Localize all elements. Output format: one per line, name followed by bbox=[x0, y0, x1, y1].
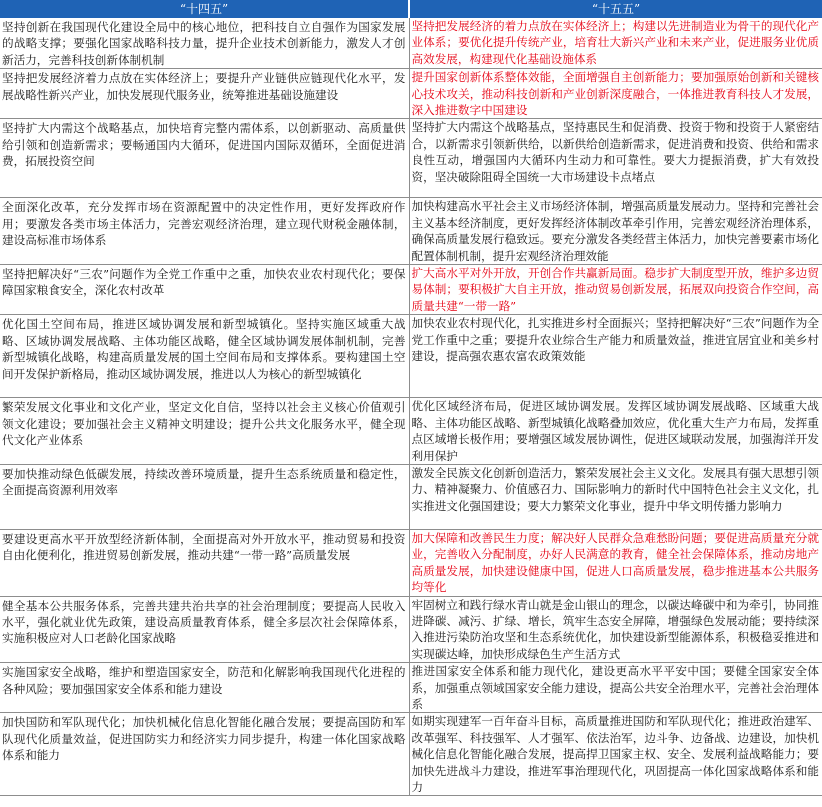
plan-15-cell: 激发全民族文化创新创造活力，繁荣发展社会主义文化。发展具有强大思想引领力、精神凝聚力、价值感召力、国际影响力的新时代中国特色社会主义文化，扎实推进文化强国建设；要大力繁荣文化事业，提升中华文明传播力影响力 bbox=[409, 464, 822, 529]
plan-14-cell: 全面深化改革，充分发挥市场在资源配置中的决定性作用，更好发挥政府作用；要激发各类市场主体活力，完善宏观经济治理，建立现代财税金融体制，建设高标准市场体系 bbox=[0, 198, 409, 265]
plan-14-cell: 坚持把发展经济着力点放在实体经济上；要提升产业链供应链现代化水平，发展战略性新兴产业，加快发展现代服务业，统筹推进基础设施建设 bbox=[0, 69, 409, 119]
plan-15-cell: 扩大高水平对外开放，开创合作共赢新局面。稳步扩大制度型开放，维护多边贸易体制；要积极扩大自主开放，推动贸易创新发展，拓展双向投资合作空间，高质量共建“一带一路” bbox=[409, 265, 822, 315]
plan-15-cell: 坚持把发展经济的着力点放在实体经济上；构建以先进制造业为骨干的现代化产业体系；要优化提升传统产业，培育壮大新兴产业和未来产业，促进服务业优质高效发展，构建现代化基础设施体系 bbox=[409, 18, 822, 69]
plan-15-cell: 坚持扩大内需这个战略基点，坚持惠民生和促消费、投资于物和投资于人紧密结合，以新需求引领新供给，以新供给创造新需求，促进消费和投资、供给和需求良性互动，增强国内大循环内生动力和可靠性。要大力提振消费，扩大有效投资，坚决破除阻碍全国统一大市场建设卡点堵点 bbox=[409, 119, 822, 198]
table-row bbox=[0, 265, 822, 315]
plan-15-cell: 牢固树立和践行绿水青山就是金山银山的理念，以碳达峰碳中和为牵引，协同推进降碳、减污、扩绿、增长，筑牢生态安全屏障，增强绿色发展动能；要持续深入推进污染防治攻坚和生态系统优化，加快建设新型能源体系，积极稳妥推进和实现碳达峰，加快形成绿色生产生活方式 bbox=[409, 596, 822, 663]
plan-15-cell: 提升国家创新体系整体效能，全面增强自主创新能力；要加强原始创新和关键核心技术攻关，推动科技创新和产业创新深度融合，一体推进教育科技人才发展，深入推进数字中国建设 bbox=[409, 69, 822, 119]
table-header bbox=[0, 0, 822, 18]
table-row bbox=[0, 529, 822, 596]
plan-15-cell: 推进国家安全体系和能力现代化，建设更高水平平安中国；要健全国家安全体系，加强重点领域国家安全能力建设，提高公共安全治理水平，完善社会治理体系 bbox=[409, 663, 822, 713]
header-row bbox=[0, 0, 822, 18]
table-row bbox=[0, 398, 822, 465]
plan-14-cell: 健全基本公共服务体系，完善共建共治共享的社会治理制度；要提高人民收入水平，强化就业优先政策，建设高质量教育体系，健全多层次社会保障体系，实施积极应对人口老龄化国家战略 bbox=[0, 596, 409, 663]
table-row bbox=[0, 198, 822, 265]
plan-14-cell: 加快国防和军队现代化；加快机械化信息化智能化融合发展；要提高国防和军队现代化质量效益，促进国防实力和经济实力同步提升，构建一体化国家战略体系和能力 bbox=[0, 713, 409, 796]
plan-14-cell: 坚持把解决好“三农”问题作为全党工作重中之重，加快农业农村现代化；要保障国家粮食安全，深化农村改革 bbox=[0, 265, 409, 315]
header-14th-five-year-plan: “十四五” bbox=[0, 0, 409, 18]
table-row bbox=[0, 464, 822, 529]
plan-14-cell: 要建设更高水平开放型经济新体制，全面提高对外开放水平，推动贸易和投资自由化便利化，推进贸易创新发展，推动共建“一带一路”高质量发展 bbox=[0, 529, 409, 596]
plan-15-cell: 加大保障和改善民生力度；解决好人民群众急难愁盼问题；要促进高质量充分就业，完善收入分配制度，办好人民满意的教育，健全社会保障体系，推动房地产高质量发展，加快建设健康中国，促进人口高质量发展，稳步推进基本公共服务均等化 bbox=[409, 529, 822, 596]
table-row bbox=[0, 596, 822, 663]
plan-14-cell: 要加快推动绿色低碳发展，持续改善环境质量，提升生态系统质量和稳定性，全面提高资源利用效率 bbox=[0, 464, 409, 529]
table-row bbox=[0, 315, 822, 398]
plan-14-cell: 优化国土空间布局，推进区域协调发展和新型城镇化。坚持实施区域重大战略、区域协调发展战略、主体功能区战略，健全区域协调发展体制机制，完善新型城镇化战略，构建高质量发展的国土空间布局和支撑体系。要构建国土空间开发保护新格局，推动区域协调发展，推进以人为核心的新型城镇化 bbox=[0, 315, 409, 398]
table-row bbox=[0, 18, 822, 69]
plan-14-cell: 繁荣发展文化事业和文化产业，坚定文化自信，坚持以社会主义核心价值观引领文化建设；要加强社会主义精神文明建设；提升公共文化服务水平，健全现代文化产业体系 bbox=[0, 398, 409, 465]
table-row bbox=[0, 713, 822, 796]
header-15th-five-year-plan: “十五五” bbox=[409, 0, 822, 18]
plan-14-cell: 坚持扩大内需这个战略基点，加快培育完整内需体系，以创新驱动、高质量供给引领和创造新需求；要畅通国内大循环，促进国内国际双循环，全面促进消费，拓展投资空间 bbox=[0, 119, 409, 198]
table-row bbox=[0, 663, 822, 713]
plan-15-cell: 如期实现建军一百年奋斗目标，高质量推进国防和军队现代化；推进政治建军、改革强军、科技强军、人才强军、依法治军，边斗争、边备战、边建设，加快机械化信息化智能化融合发展，提高捍卫国家主权、安全、发展利益战略能力；要加快先进战斗力建设，推进军事治理现代化，巩固提高一体化国家战略体系和能力 bbox=[409, 713, 822, 796]
plan-14-cell: 实施国家安全战略，维护和塑造国家安全，防范和化解影响我国现代化进程的各种风险；要加强国家安全体系和能力建设 bbox=[0, 663, 409, 713]
table-row bbox=[0, 69, 822, 119]
plan-14-cell: 坚持创新在我国现代化建设全局中的核心地位，把科技自立自强作为国家发展的战略支撑；要强化国家战略科技力量，提升企业技术创新能力，激发人才创新活力，完善科技创新体制机制 bbox=[0, 18, 409, 69]
table-body bbox=[0, 18, 822, 796]
plan-15-cell: 加快构建高水平社会主义市场经济体制，增强高质量发展动力。坚持和完善社会主义基本经济制度，更好发挥经济体制改革牵引作用，完善宏观经济治理体系，确保高质量发展行稳致远。要充分激发各类经营主体活力，加快完善要素市场化配置体制机制，提升宏观经济治理效能 bbox=[409, 198, 822, 265]
plan-15-cell: 优化区域经济布局，促进区域协调发展。发挥区域协调发展战略、区域重大战略、主体功能区战略、新型城镇化战略叠加效应，优化重大生产力布局，发挥重点区域增长极作用；要增强区域发展协调性，促进区域联动发展，加强海洋开发利用保护 bbox=[409, 398, 822, 465]
plan-15-cell: 加快农业农村现代化，扎实推进乡村全面振兴；坚持把解决好“三农”问题作为全党工作重中之重；要提升农业综合生产能力和质量效益，推进宜居宜业和美乡村建设，提高强农惠农富农政策效能 bbox=[409, 315, 822, 398]
table-row bbox=[0, 119, 822, 198]
